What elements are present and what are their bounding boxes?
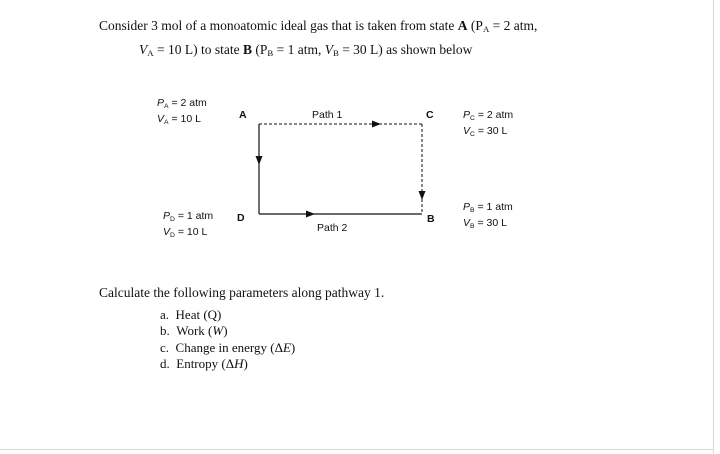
question-intro: Calculate the following parameters along pathway 1. — [99, 285, 385, 300]
path1-label: Path 1 — [312, 109, 343, 121]
state-d-volume: $V_D = 10$ L — [163, 226, 208, 239]
state-d-pressure: $P_D = 1$ atm — [163, 210, 214, 223]
path2-down-arrow — [256, 156, 263, 165]
path1-right-arrow — [372, 121, 381, 128]
corner-c: C — [426, 109, 434, 121]
problem-consider: Consider 3 mol of a monoatomic ideal gas that is taken from state — [99, 18, 455, 33]
question-item-d: d. Entropy (ΔH) — [160, 356, 248, 371]
va-sub: A — [147, 48, 154, 58]
vb-symbol: V — [324, 42, 333, 57]
state-a-volume: $V_A = 10$ L — [157, 113, 201, 126]
vb-value: = 30 L) as shown below — [338, 42, 473, 57]
state-b-pressure: $P_B = 1$ atm — [463, 201, 513, 214]
state-b-volume: $V_B = 30$ L — [463, 217, 507, 230]
state-c-volume: $V_C = 30$ L — [463, 125, 508, 138]
state-a-label: A — [457, 18, 468, 33]
state-a-pressure: $P_A = 2$ atm — [157, 97, 207, 110]
pb-sub: B — [267, 48, 274, 58]
state-c-pressure: $P_C = 2$ atm — [463, 109, 514, 122]
pa-sub: A — [482, 24, 490, 34]
question-item-c: c. Change in energy (ΔE) — [160, 340, 296, 355]
corner-a: A — [239, 109, 247, 121]
state-b-label: B — [242, 42, 252, 57]
pb-value: = 1 atm, — [273, 42, 325, 57]
path2-right-arrow — [306, 211, 315, 218]
va-symbol: V — [139, 42, 148, 57]
path1-down-arrow — [419, 191, 426, 200]
va-value: = 10 L) to state — [153, 42, 240, 57]
pa-open: (P — [470, 18, 483, 33]
question-item-a: a. Heat (Q) — [160, 307, 222, 322]
path2-label: Path 2 — [317, 222, 348, 234]
corner-d: D — [237, 212, 245, 224]
question-item-b: b. Work (W) — [160, 323, 228, 338]
vb-sub: B — [332, 48, 339, 58]
pb-open: (P — [255, 42, 268, 57]
corner-b: B — [427, 213, 435, 225]
pa-value: = 2 atm, — [489, 18, 538, 33]
